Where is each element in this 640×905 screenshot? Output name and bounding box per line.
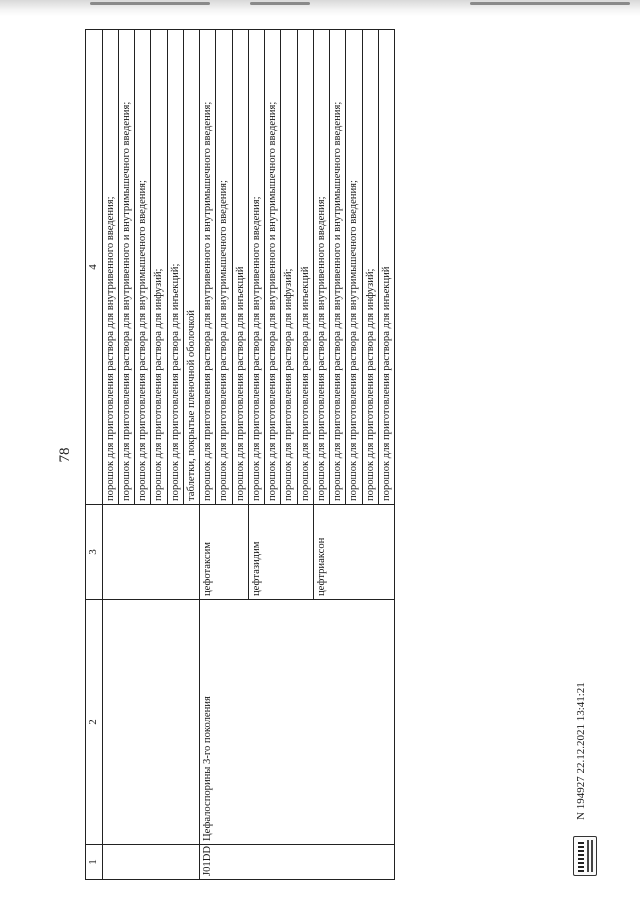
page-footer bbox=[575, 30, 599, 880]
dosage-form-cell: порошок для приготовления раствора для внутривенного введения; bbox=[248, 30, 264, 505]
dosage-form-cell: порошок для приготовления раствора для инъекций bbox=[297, 30, 313, 505]
dosage-form-cell: порошок для приготовления раствора для внутримышечного введения; bbox=[346, 30, 362, 505]
page-number: 78 bbox=[57, 447, 73, 463]
drug-table bbox=[85, 29, 395, 880]
dosage-form-cell: порошок для приготовления раствора для инъекций bbox=[232, 30, 248, 505]
dosage-form-cell: порошок для приготовления раствора для внутривенного и внутримышечного введения; bbox=[200, 30, 216, 505]
drug-name-cell: цефотаксим bbox=[200, 505, 249, 600]
dosage-form-cell: порошок для приготовления раствора для инфузий; bbox=[362, 30, 378, 505]
dosage-form-cell: порошок для приготовления раствора для инъекций; bbox=[167, 30, 183, 505]
atc-group-name-cell: Цефалоспорины 3-го поколения bbox=[200, 600, 395, 845]
dosage-form-cell: порошок для приготовления раствора для внутривенного и внутримышечного введения; bbox=[265, 30, 281, 505]
dosage-form-cell: порошок для приготовления раствора для внутривенного введения; bbox=[313, 30, 329, 505]
dosage-form-cell: порошок для приготовления раствора для инъекций bbox=[378, 30, 394, 505]
dosage-form-cell: порошок для приготовления раствора для внутривенного и внутримышечного введения; bbox=[118, 30, 134, 505]
drug-name-cell: цефтазидим bbox=[248, 505, 313, 600]
dosage-form-cell: таблетки, покрытые пленочной оболочкой bbox=[183, 30, 199, 505]
rotated-document-page bbox=[45, 30, 595, 880]
table-row bbox=[102, 30, 118, 880]
column-header-3: 3 bbox=[86, 505, 103, 600]
drug-name-cell: цефтриаксон bbox=[313, 505, 394, 600]
dosage-form-cell: порошок для приготовления раствора для внутримышечного введения; bbox=[135, 30, 151, 505]
publication-stamp-logo bbox=[573, 836, 597, 876]
dosage-form-cell: порошок для приготовления раствора для внутримышечного введения; bbox=[216, 30, 232, 505]
column-header-2: 2 bbox=[86, 600, 103, 845]
atc-code-cell: J01DD bbox=[200, 845, 395, 880]
dosage-form-cell: порошок для приготовления раствора для инфузий; bbox=[281, 30, 297, 505]
table-row bbox=[200, 30, 216, 880]
dosage-form-cell: порошок для приготовления раствора для инфузий; bbox=[151, 30, 167, 505]
registration-number: N 194927 22.12.2021 13:41:21 bbox=[575, 682, 587, 820]
dosage-form-cell: порошок для приготовления раствора для внутривенного введения; bbox=[102, 30, 118, 505]
scan-edge bbox=[0, 0, 640, 16]
column-header-4: 4 bbox=[86, 30, 103, 505]
dosage-form-cell: порошок для приготовления раствора для внутривенного и внутримышечного введения; bbox=[330, 30, 346, 505]
column-header-1: 1 bbox=[86, 845, 103, 880]
table-header-row bbox=[86, 30, 103, 880]
